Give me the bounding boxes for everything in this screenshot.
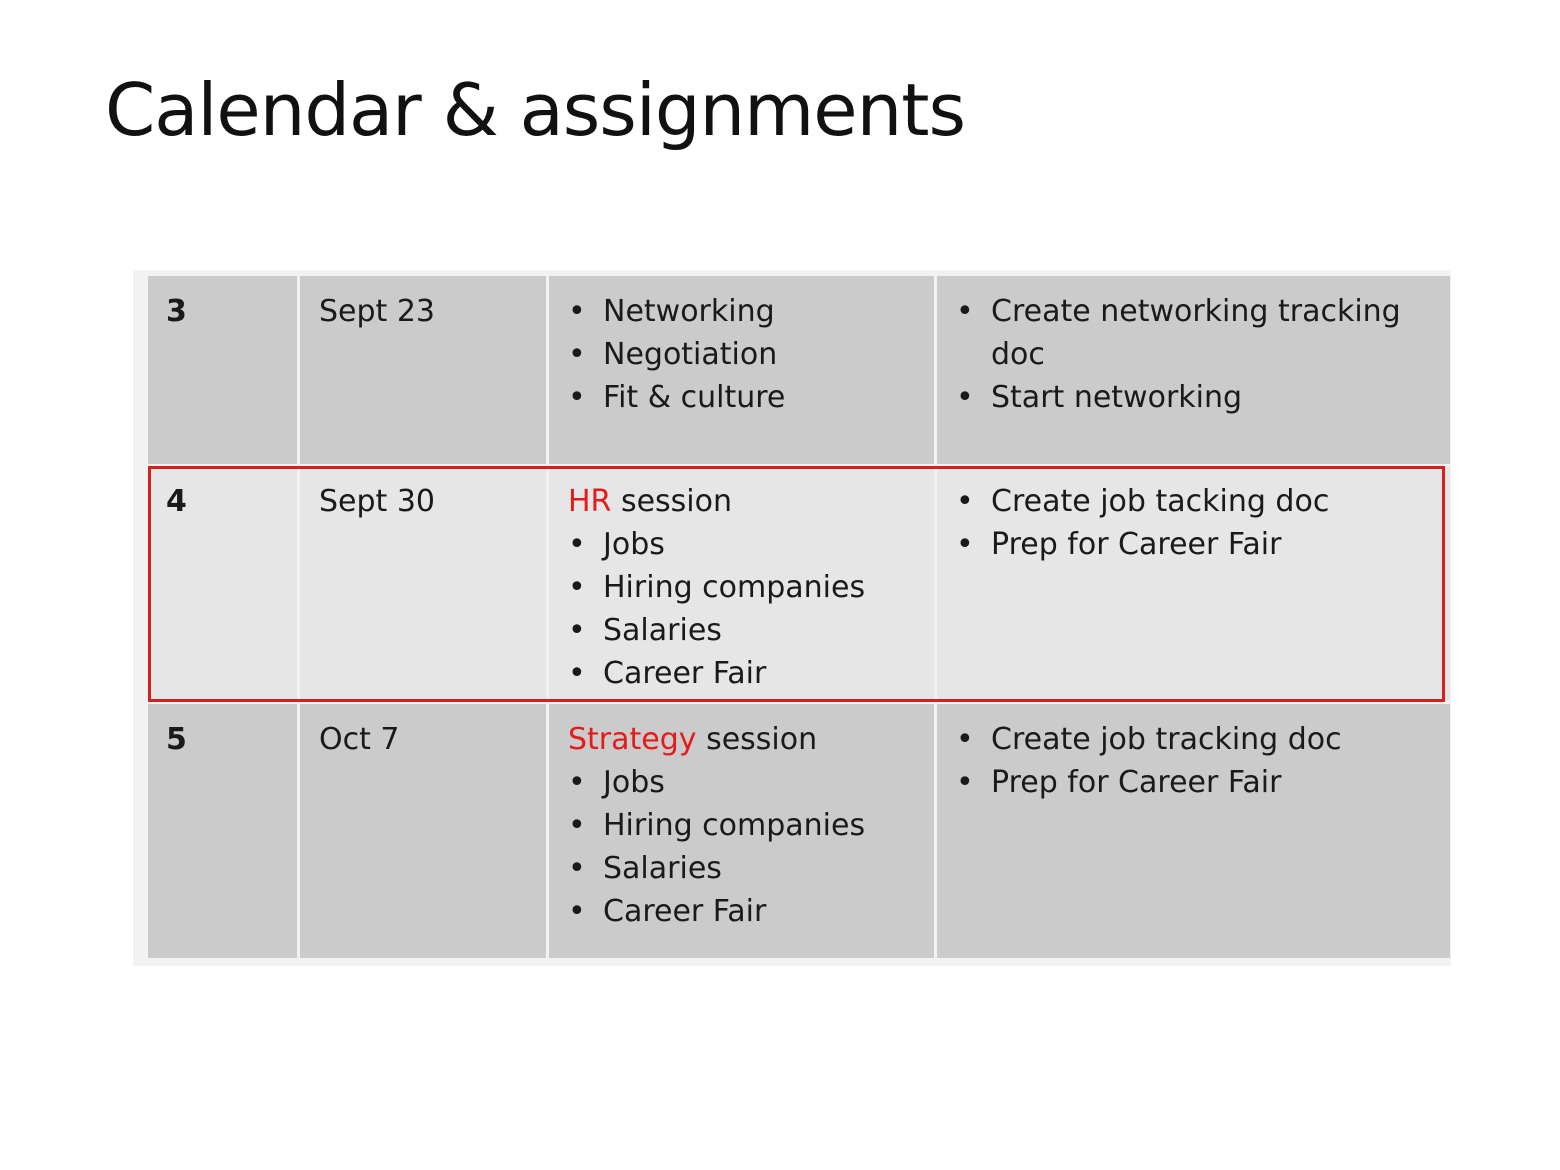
list-item: • Jobs xyxy=(568,761,934,804)
session-heading xyxy=(568,480,934,523)
list-item: • Hiring companies xyxy=(568,804,934,847)
list-item: • Salaries xyxy=(568,847,934,890)
week-date: Oct 7 xyxy=(300,704,546,958)
list-item: • Start networking xyxy=(956,376,1450,419)
assignments-cell xyxy=(937,466,1450,700)
week-number: 3 xyxy=(148,276,297,464)
assignments-list xyxy=(956,718,1450,804)
list-item: • Fit & culture xyxy=(568,376,934,419)
list-item: • Networking xyxy=(568,290,934,333)
list-item: • Negotiation xyxy=(568,333,934,376)
topics-cell xyxy=(549,276,934,464)
list-item: • Jobs xyxy=(568,523,934,566)
week-number: 5 xyxy=(148,704,297,958)
list-item: • Career Fair xyxy=(568,652,934,695)
assignments-cell xyxy=(937,704,1450,958)
table-row-week-5 xyxy=(148,704,1450,958)
session-suffix: session xyxy=(696,722,818,757)
topics-list xyxy=(568,761,934,933)
assignments-cell xyxy=(937,276,1450,464)
assignments-list xyxy=(956,290,1450,419)
session-suffix: session xyxy=(611,484,732,519)
list-item: • Hiring companies xyxy=(568,566,934,609)
week-date: Sept 30 xyxy=(300,466,546,700)
list-item: • Salaries xyxy=(568,609,934,652)
schedule-table xyxy=(133,270,1451,966)
session-label: HR xyxy=(568,484,612,519)
list-item: • Career Fair xyxy=(568,890,934,933)
topics-cell xyxy=(549,466,934,700)
table-row-week-3 xyxy=(148,276,1450,464)
assignments-list xyxy=(956,480,1450,566)
table-row-week-4 xyxy=(148,466,1450,700)
list-item: • Create job tacking doc xyxy=(956,480,1450,523)
topics-list xyxy=(568,290,934,419)
topics-cell xyxy=(549,704,934,958)
topics-list xyxy=(568,523,934,695)
week-number: 4 xyxy=(148,466,297,700)
session-label: Strategy xyxy=(568,722,697,757)
slide-title: Calendar & assignments xyxy=(105,68,965,152)
list-item: • Create job tracking doc xyxy=(956,718,1450,761)
week-date: Sept 23 xyxy=(300,276,546,464)
list-item: • Prep for Career Fair xyxy=(956,523,1450,566)
list-item: • Prep for Career Fair xyxy=(956,761,1450,804)
list-item: • Create networking tracking doc xyxy=(956,290,1450,376)
session-heading xyxy=(568,718,934,761)
